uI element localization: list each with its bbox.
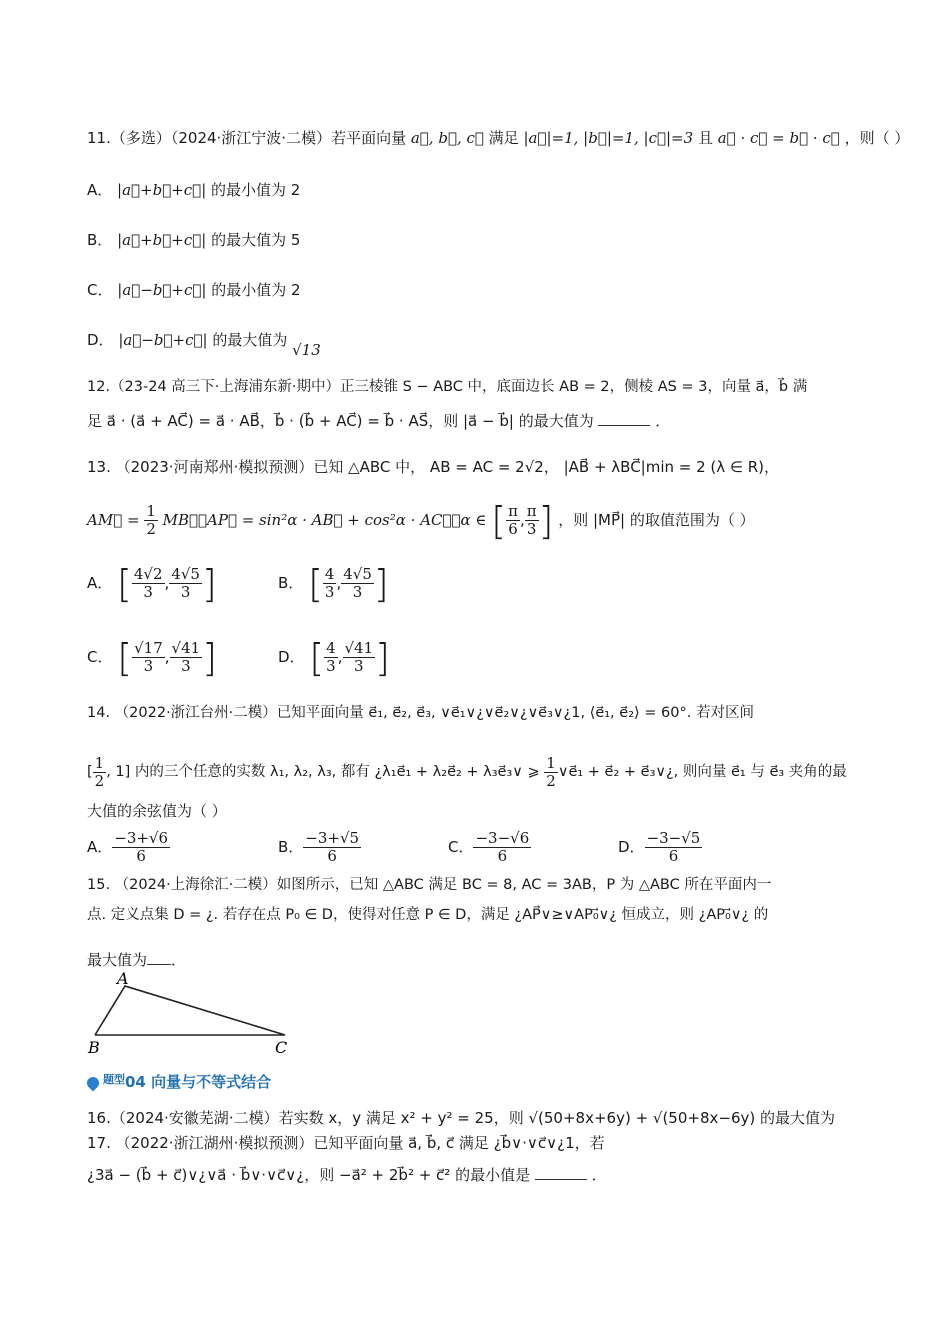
q12-line2: 足 a⃗ · (a⃗ + AC⃗) = a⃗ · AB⃗，b⃗ · (b⃗ + AC⃗) = b⃗ · AS⃗，则 |a⃗ − b⃗| 的最大值为 ． — [87, 412, 671, 430]
answer-blank[interactable] — [598, 411, 650, 426]
q17-line1: 17. （2022·浙江湖州·模拟预测）已知平面向量 a⃗, b⃗, c⃗ 满足 ¿b⃗∨·∨c⃗∨¿1，若 — [87, 1134, 605, 1152]
triangle-edges — [95, 986, 285, 1035]
q13-option-c[interactable]: C． [ $\frac{√17}{3}$ , $\frac{√41}{3}$ ] — [87, 635, 218, 680]
q11-option-d[interactable]: D． |a⃗−b⃗+c⃗| 的最大值为 √13 — [87, 331, 321, 359]
location-pin-icon — [85, 1074, 102, 1091]
q14-line2: [ $\frac{1}{2}$ , 1] 内的三个任意的实数 λ₁, λ₂, λ₃, 都有 ¿λ₁e⃗₁ + λ₂e⃗₂ + λ₃e⃗₃∨ ⩾ $\frac{1}{2}$ ∨e⃗₁ + e⃗₂ + e⃗₃∨¿, 则向量 e⃗₁ 与 e⃗₃ 夹角的最 — [87, 753, 847, 790]
vertex-c-label: C — [275, 1038, 288, 1057]
q14-line3: 大值的余弦值为（ ） — [87, 802, 227, 820]
triangle-figure — [80, 968, 310, 1058]
q16-text: 16.（2024·安徽芜湖·二模）若实数 x，y 满足 x² + y² = 25，则 √(50+8x+6y) + √(50+8x−6y) 的最大值为 — [87, 1109, 835, 1127]
vertex-b-label: B — [88, 1038, 100, 1057]
q13-option-a[interactable]: A． [ $\frac{4√2}{3}$ , $\frac{4√5}{3}$ ] — [87, 561, 217, 606]
q14-line1: 14. （2022·浙江台州·二模）已知平面向量 e⃗₁, e⃗₂, e⃗₃, ∨e⃗₁∨¿∨e⃗₂∨¿∨e⃗₃∨¿1, ⟨e⃗₁, e⃗₂⟩ = 60°. 若对区间 — [87, 705, 754, 721]
fraction: $\frac{1}{2}$ — [146, 502, 156, 538]
q14-option-a[interactable]: A． $\frac{-3+√6}{6}$ — [87, 829, 169, 865]
q17-line2: ¿3a⃗ − (b⃗ + c⃗)∨¿∨a⃗ · b⃗∨·∨c⃗∨¿，则 −a⃗² + 2b⃗² + c⃗² 的最小值是 ． — [87, 1166, 607, 1184]
q15-line2: 点. 定义点集 D = ¿. 若存在点 P₀ ∈ D，使得对任意 P ∈ D，满足 ¿AP⃗∨≥∨AP₀⃗∨¿ 恒成立，则 ¿AP₀⃗∨¿ 的 — [87, 907, 769, 923]
answer-blank[interactable] — [147, 950, 171, 965]
q14-option-c[interactable]: C． $\frac{-3-√6}{6}$ — [448, 829, 530, 865]
q11-option-c[interactable]: C． |a⃗−b⃗+c⃗| 的最小值为 2 — [87, 281, 301, 299]
q13-option-b[interactable]: B． [ $\frac{4}{3}$ , $\frac{4√5}{3}$ ] — [278, 561, 389, 606]
q13-line2: AM⃗ = $\frac{1}{2}$ MB⃗，AP⃗ = sin²α · AB⃗ + cos²α · AC⃗，α ∈ [ $\frac{\pi}{6}$ , $\frac{\pi}{3}$ ] ，则 |MP⃗| 的取值范围为（ ） — [87, 498, 755, 543]
q11-option-b[interactable]: B． |a⃗+b⃗+c⃗| 的最大值为 5 — [87, 231, 301, 249]
vertex-a-label: A — [117, 969, 129, 988]
answer-blank[interactable] — [535, 1165, 587, 1180]
q13-option-d[interactable]: D． [ $\frac{4}{3}$ , $\frac{√41}{3}$ ] — [278, 635, 390, 680]
q12-line1: 12.（23-24 高三下·上海浦东新·期中）正三棱锥 S − ABC 中，底面边长 AB = 2，侧棱 AS = 3，向量 a⃗，b⃗ 满 — [87, 379, 808, 395]
q11-option-a[interactable]: A． |a⃗+b⃗+c⃗| 的最小值为 2 — [87, 181, 301, 199]
q15-line3: 最大值为 ． — [87, 951, 187, 969]
q14-option-d[interactable]: D． $\frac{-3-√5}{6}$ — [618, 829, 701, 865]
q14-option-b[interactable]: B． $\frac{-3+√5}{6}$ — [278, 829, 360, 865]
q13-line1: 13. （2023·河南郑州·模拟预测）已知 △ABC 中， AB = AC = 2√2， |AB⃗ + λBC⃗|min = 2 (λ ∈ R)， — [87, 458, 780, 476]
section-header: $^{题型}$04 向量与不等式结合 — [87, 1071, 271, 1092]
q11-stem: 11.（多选）（2024·浙江宁波·二模）若平面向量 a⃗, b⃗, c⃗ 满足 |a⃗|=1, |b⃗|=1, |c⃗|=3 且 a⃗ · c⃗ = b⃗ · c⃗ ，则（ ） — [87, 129, 910, 147]
q15-line1: 15. （2024·上海徐汇·二模）如图所示，已知 △ABC 满足 BC = 8, AC = 3AB，P 为 △ABC 所在平面内一 — [87, 877, 772, 893]
